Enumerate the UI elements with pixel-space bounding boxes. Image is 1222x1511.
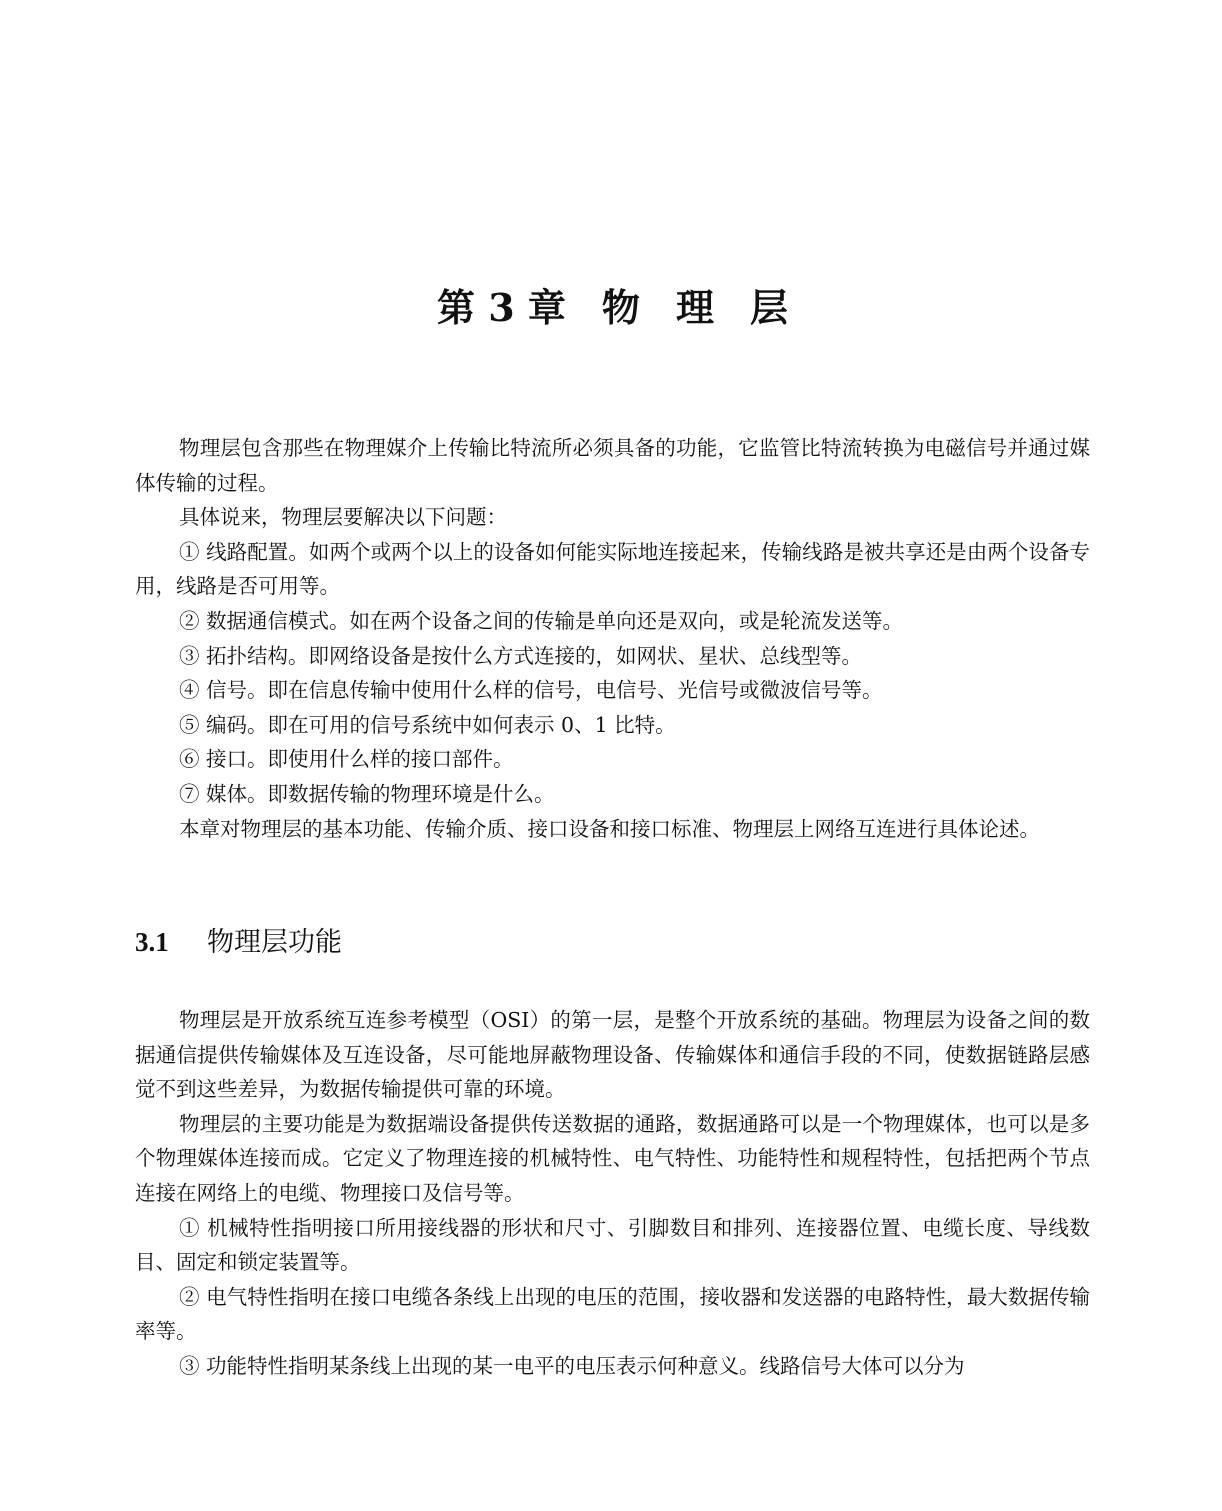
section-body bbox=[135, 1003, 1090, 1384]
chapter-title-char: 理 bbox=[675, 285, 714, 330]
list-item: ③ 功能特性指明某条线上出现的某一电平的电压表示何种意义。线路信号大体可以分为 bbox=[179, 1353, 965, 1378]
paragraph: 物理层是开放系统互连参考模型（OSI）的第一层，是整个开放系统的基础。物理层为设备之间的数据通信提供传输媒体及互连设备，尽可能地屏蔽物理设备、传输媒体和通信手段的不同，使数据链路层感觉不到这些差异，为数据传输提供可靠的环境。 bbox=[135, 1008, 1090, 1102]
list-item: ② 电气特性指明在接口电缆各条线上出现的电压的范围，接收器和发送器的电路特性，最大数据传输率等。 bbox=[135, 1284, 1090, 1344]
section-heading bbox=[135, 922, 342, 962]
list-item: ① 线路配置。如两个或两个以上的设备如何能实际地连接起来，传输线路是被共享还是由两个设备专用，线路是否可用等。 bbox=[135, 539, 1090, 599]
list-item: ① 机械特性指明接口所用接线器的形状和尺寸、引脚数目和排列、连接器位置、电缆长度、导线数目、固定和锁定装置等。 bbox=[135, 1215, 1090, 1275]
paragraph: 具体说来，物理层要解决以下问题： bbox=[179, 505, 507, 530]
chapter-title-char: 层 bbox=[749, 285, 788, 330]
list-item: ② 数据通信模式。如在两个设备之间的传输是单向还是双向，或是轮流发送等。 bbox=[179, 608, 904, 633]
section-title: 物理层功能 bbox=[207, 927, 342, 958]
chapter-label: 第 3 章 bbox=[437, 285, 566, 330]
paragraph: 物理层的主要功能是为数据端设备提供传送数据的通路，数据通路可以是一个物理媒体，也可以是多个物理媒体连接而成。它定义了物理连接的机械特性、电气特性、功能特性和规程特性，包括把两个节点连接在网络上的电缆、物理接口及信号等。 bbox=[135, 1111, 1090, 1205]
list-item: ⑤ 编码。即在可用的信号系统中如何表示 0、1 比特。 bbox=[179, 712, 676, 737]
intro-section bbox=[135, 431, 1090, 846]
paragraph: 物理层包含那些在物理媒介上传输比特流所必须具备的功能，它监管比特流转换为电磁信号并通过媒体传输的过程。 bbox=[135, 436, 1090, 495]
list-item: ⑦ 媒体。即数据传输的物理环境是什么。 bbox=[179, 781, 555, 806]
list-item: ③ 拓扑结构。即网络设备是按什么方式连接的，如网状、星状、总线型等。 bbox=[179, 643, 863, 668]
chapter-title-char: 物 bbox=[601, 285, 640, 330]
list-item: ⑥ 接口。即使用什么样的接口部件。 bbox=[179, 747, 514, 772]
list-item: ④ 信号。即在信息传输中使用什么样的信号，电信号、光信号或微波信号等。 bbox=[179, 678, 883, 703]
chapter-title bbox=[135, 278, 1090, 338]
paragraph: 本章对物理层的基本功能、传输介质、接口设备和接口标准、物理层上网络互连进行具体论述。 bbox=[179, 816, 1040, 841]
section-number: 3.1 bbox=[135, 927, 169, 957]
